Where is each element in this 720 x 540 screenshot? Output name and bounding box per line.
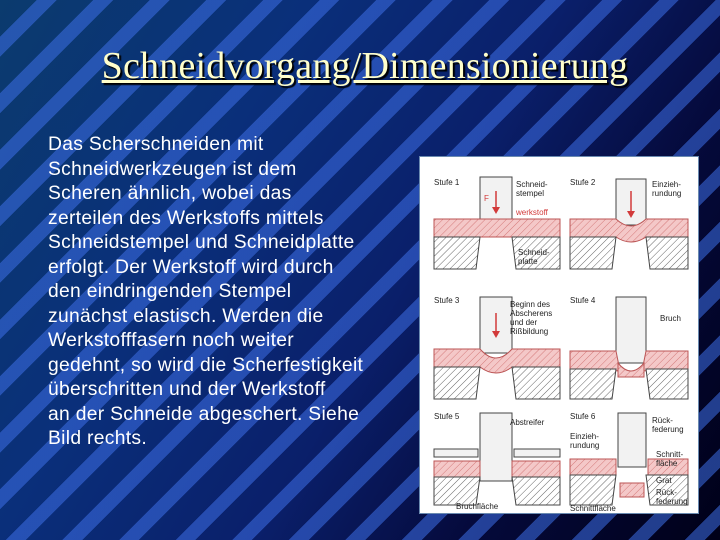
svg-text:Schnitt-: Schnitt-: [656, 450, 684, 459]
stage-3-label: Stufe 3: [434, 296, 460, 305]
svg-text:Bruchfläche: Bruchfläche: [456, 502, 499, 511]
svg-text:Rißbildung: Rißbildung: [510, 327, 549, 336]
stage-1: [434, 177, 560, 269]
svg-text:Bruch: Bruch: [660, 314, 681, 323]
stage-3: [434, 296, 560, 399]
stage-2: [570, 178, 688, 269]
svg-text:Einzieh-: Einzieh-: [570, 432, 599, 441]
stage-2-label: Stufe 2: [570, 178, 596, 187]
svg-text:Schneid-: Schneid-: [518, 248, 550, 257]
svg-text:Abscherens: Abscherens: [510, 309, 553, 318]
stage-6-label: Stufe 6: [570, 412, 596, 421]
svg-text:federung: federung: [652, 425, 684, 434]
stage-6: [570, 412, 688, 513]
svg-text:Rück-: Rück-: [656, 488, 677, 497]
svg-text:platte: platte: [518, 257, 538, 266]
svg-text:rundung: rundung: [570, 441, 600, 450]
sheet-1: [434, 219, 560, 237]
svg-text:Schnittfläche: Schnittfläche: [570, 504, 616, 513]
stage-5-label: Stufe 5: [434, 412, 460, 421]
svg-text:Beginn des: Beginn des: [510, 300, 551, 309]
svg-text:Abstreifer: Abstreifer: [510, 418, 545, 427]
stage-5: [434, 412, 560, 511]
svg-text:federung: federung: [656, 497, 688, 506]
svg-text:werkstoff: werkstoff: [516, 208, 548, 217]
slide-title: Schneidvorgang/Dimensionierung: [101, 45, 629, 87]
die-left-1: [434, 237, 480, 269]
force-label-1: F: [484, 194, 489, 203]
svg-text:und der: und der: [510, 318, 538, 327]
body-text: Das Scherschneiden mit Schneidwerkzeugen ist dem Scheren ähnlich, wobei das zerteilen des Werkstoffs mittels Schneidstempel und Schneidplatte erfolgt. Der Werkstoff wird durch den eindringenden Stempel zunächst elastisch. Werden die Werkstofffasern noch weiter gedehnt, so wird die Scherfestigkeit überschritten und der Werkstoff an der Schneide abgeschert. Siehe Bild rechts.: [48, 134, 364, 449]
svg-text:Schneid-: Schneid-: [516, 180, 548, 189]
shearing-diagram: [420, 157, 698, 513]
svg-text:fläche: fläche: [656, 459, 678, 468]
svg-text:rundung: rundung: [652, 189, 682, 198]
stage-4: [570, 296, 688, 399]
svg-text:stempel: stempel: [516, 189, 545, 198]
shearing-stages-figure: [419, 156, 699, 514]
stage-4-label: Stufe 4: [570, 296, 596, 305]
stage-1-label: Stufe 1: [434, 178, 460, 187]
svg-text:Einzieh-: Einzieh-: [652, 180, 681, 189]
svg-text:Grat: Grat: [656, 476, 672, 485]
svg-text:Rück-: Rück-: [652, 416, 673, 425]
